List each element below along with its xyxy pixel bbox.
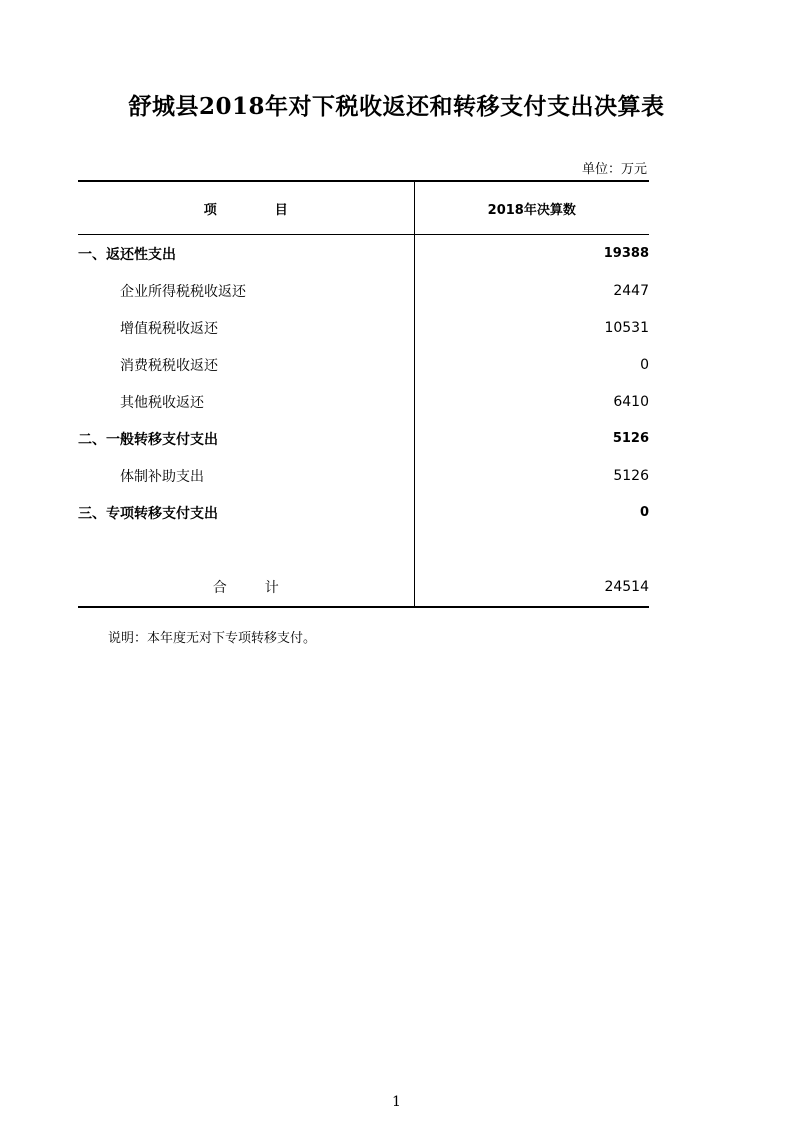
document-title: 舒城县2018年对下税收返还和转移支付支出决算表 (128, 93, 665, 120)
row-value: 6410 (414, 383, 649, 420)
table-total-row (78, 567, 649, 607)
row-value: 0 (414, 346, 649, 383)
row-label: 企业所得税税收返还 (120, 283, 246, 300)
row-label: 增值税税收返还 (120, 320, 218, 337)
header-item-part1: 项 (203, 202, 217, 218)
table-row (78, 235, 649, 273)
header-item-part2: 目 (274, 202, 288, 218)
total-label (78, 567, 414, 607)
row-value: 10531 (414, 309, 649, 346)
row-value: 5126 (414, 457, 649, 494)
row-label: 消费税税收返还 (120, 357, 218, 374)
row-value: 2447 (414, 272, 649, 309)
row-label: 二、一般转移支付支出 (78, 431, 218, 448)
table-header-row (78, 181, 649, 235)
total-label-part2: 计 (264, 579, 279, 596)
table-row (78, 346, 649, 383)
budget-table (78, 180, 649, 608)
row-value: 0 (414, 494, 649, 531)
table-row (78, 494, 649, 531)
page-number: 1 (392, 1094, 401, 1110)
spacer-cell (414, 531, 649, 567)
total-value: 24514 (414, 567, 649, 607)
table-row (78, 420, 649, 457)
row-label: 体制补助支出 (120, 468, 204, 485)
spacer-cell (78, 531, 414, 567)
unit-label: 单位：万元 (581, 162, 647, 177)
row-label: 三、专项转移支付支出 (78, 505, 218, 522)
table-row (78, 309, 649, 346)
table-row (78, 383, 649, 420)
table-row (78, 457, 649, 494)
header-value: 2018年决算数 (414, 181, 649, 235)
row-value: 5126 (414, 420, 649, 457)
row-label: 一、返还性支出 (78, 246, 176, 263)
table-spacer-row (78, 531, 649, 567)
table-row (78, 272, 649, 309)
row-value: 19388 (414, 235, 649, 273)
total-label-part1: 合 (212, 579, 227, 596)
header-item (78, 181, 414, 235)
row-label: 其他税收返还 (120, 394, 204, 411)
explanation-note: 说明：本年度无对下专项转移支付。 (108, 631, 317, 646)
